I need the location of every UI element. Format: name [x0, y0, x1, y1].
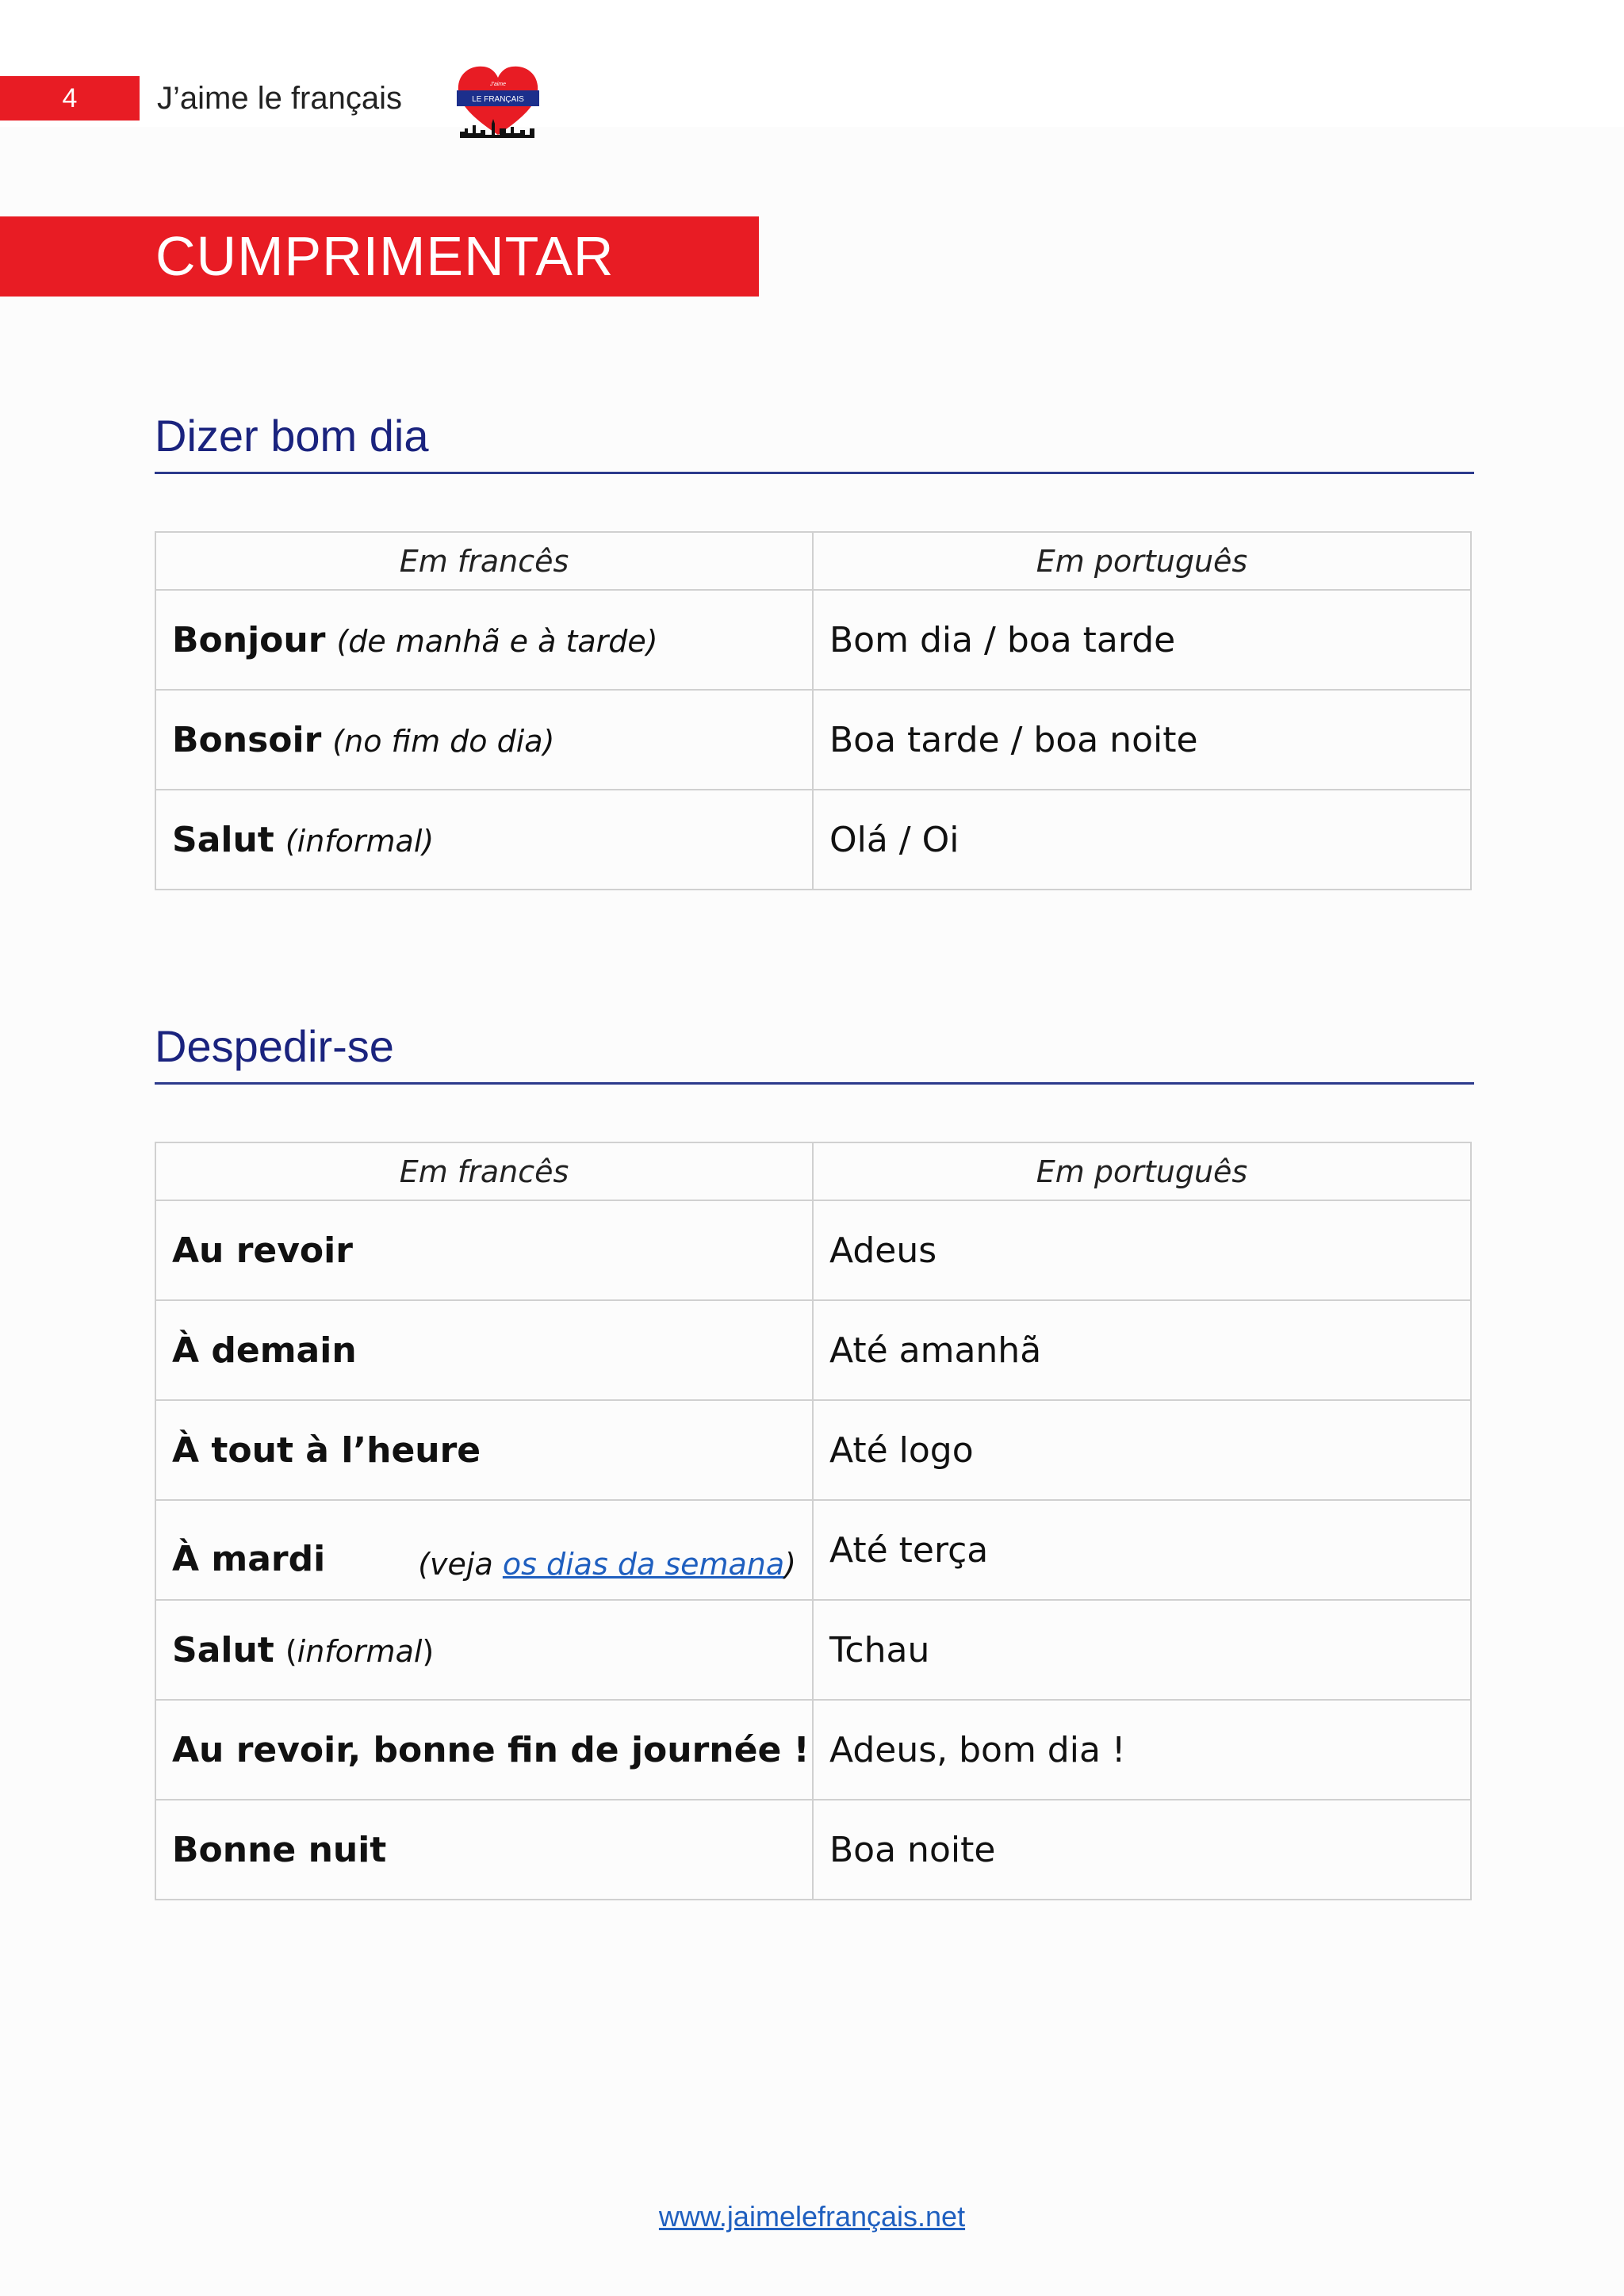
french-cell: [155, 1300, 813, 1400]
table-row: [155, 1300, 1471, 1400]
table-row: [155, 1500, 1471, 1600]
portuguese-cell: Bom dia / boa tarde: [813, 590, 1471, 690]
portuguese-cell: Boa tarde / boa noite: [813, 690, 1471, 790]
usage-note: (informal): [285, 823, 435, 859]
portuguese-cell: Tchau: [813, 1600, 1471, 1700]
table-header-row: [155, 1142, 1471, 1200]
table-header-row: [155, 532, 1471, 590]
farewells-table: [155, 1142, 1472, 1900]
usage-note-text: informal: [297, 1633, 423, 1669]
usage-note: (no fim do dia): [332, 723, 555, 759]
usage-note: (informal): [285, 1633, 435, 1669]
table-row: [155, 1200, 1471, 1300]
svg-text:LE FRANÇAIS: LE FRANÇAIS: [472, 95, 524, 104]
farewells-heading: Despedir-se: [155, 1019, 1474, 1085]
french-cell: [155, 590, 813, 690]
greetings-table: [155, 531, 1472, 890]
table-row: [155, 1700, 1471, 1800]
french-cell: [155, 1600, 813, 1700]
portuguese-cell: Adeus: [813, 1200, 1471, 1300]
cross-reference: [418, 1547, 796, 1582]
greetings-heading: Dizer bom dia: [155, 408, 1474, 474]
french-term: Bonjour: [172, 619, 326, 660]
header-title: J’aime le français: [157, 81, 403, 116]
french-term: À tout à l’heure: [172, 1429, 481, 1471]
website-link[interactable]: www.jaimelefrançais.net: [658, 2200, 966, 2233]
table-row: [155, 590, 1471, 690]
french-cell: [155, 790, 813, 890]
cross-reference-suffix: ): [784, 1547, 796, 1582]
section-banner: [0, 216, 759, 297]
table-row: [155, 1400, 1471, 1500]
portuguese-cell: Até logo: [813, 1400, 1471, 1500]
svg-text:J'aime: J'aime: [489, 82, 507, 87]
portuguese-cell: Até terça: [813, 1500, 1471, 1600]
table-row: [155, 1600, 1471, 1700]
portuguese-cell: Olá / Oi: [813, 790, 1471, 890]
table-row: [155, 690, 1471, 790]
cross-reference-prefix: (veja: [418, 1547, 503, 1582]
french-cell: [155, 1500, 813, 1600]
days-of-week-link[interactable]: os dias da semana: [502, 1547, 785, 1582]
french-term: À mardi: [172, 1538, 326, 1579]
page-number: 4: [0, 76, 140, 121]
usage-note: (de manhã e à tarde): [336, 623, 658, 659]
table-row: [155, 790, 1471, 890]
french-cell: [155, 1400, 813, 1500]
french-term: Bonsoir: [172, 719, 322, 760]
french-term: Salut: [172, 819, 274, 860]
portuguese-cell: Até amanhã: [813, 1300, 1471, 1400]
portuguese-cell: Boa noite: [813, 1800, 1471, 1900]
table-row: [155, 1800, 1471, 1900]
french-cell: [155, 1700, 813, 1800]
french-term: Au revoir, bonne fin de journée !: [172, 1729, 810, 1770]
portuguese-cell: Adeus, bom dia !: [813, 1700, 1471, 1800]
column-header-portuguese: Em português: [813, 1142, 1471, 1200]
column-header-portuguese: Em português: [813, 532, 1471, 590]
section-title: CUMPRIMENTAR: [155, 225, 615, 287]
french-term: Salut: [172, 1629, 274, 1670]
heart-paris-logo-icon: [454, 62, 542, 141]
french-cell: [155, 1800, 813, 1900]
french-term: Au revoir: [172, 1230, 353, 1271]
french-term: À demain: [172, 1330, 357, 1371]
french-cell: [155, 690, 813, 790]
french-cell: [155, 1200, 813, 1300]
column-header-french: Em francês: [155, 532, 813, 590]
column-header-french: Em francês: [155, 1142, 813, 1200]
french-term: Bonne nuit: [172, 1829, 387, 1870]
